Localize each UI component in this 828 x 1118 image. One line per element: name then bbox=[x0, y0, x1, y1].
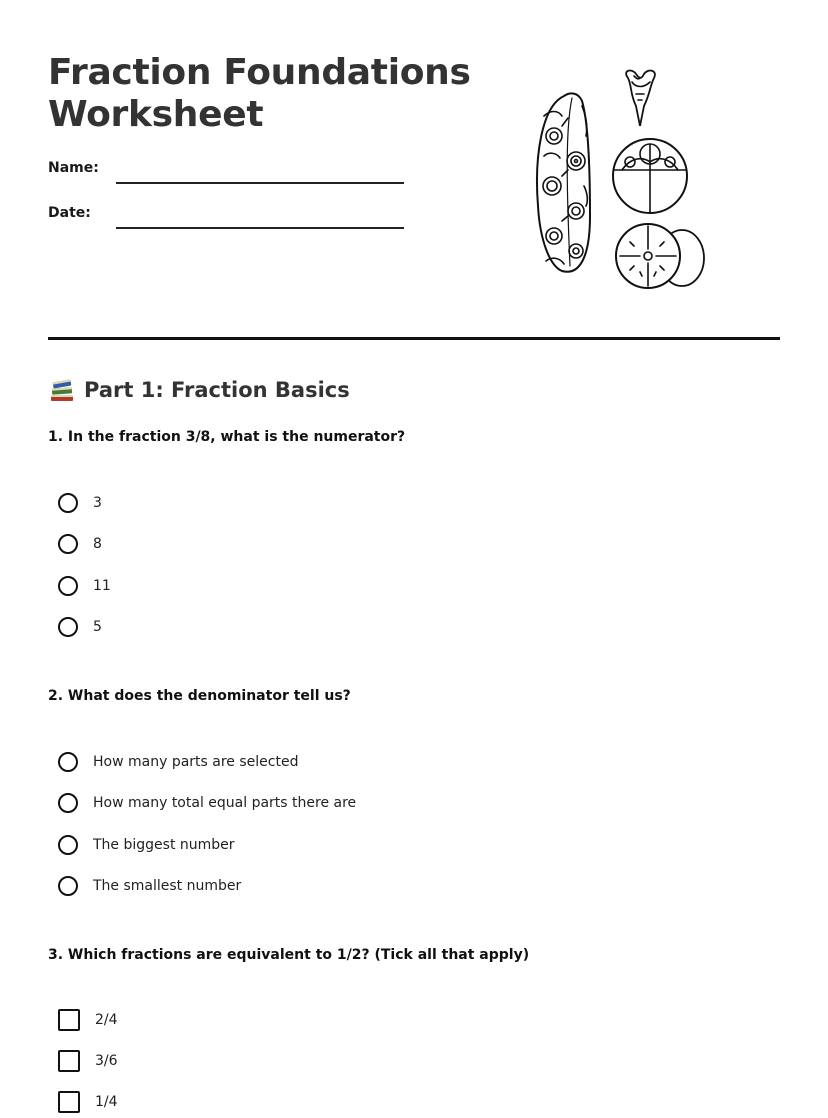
date-line[interactable] bbox=[116, 227, 404, 229]
option-label: The biggest number bbox=[93, 837, 235, 853]
title-line-1: Fraction Foundations bbox=[48, 52, 471, 93]
worksheet-page bbox=[48, 0, 780, 1118]
radio-button[interactable] bbox=[58, 493, 78, 513]
option-label: 8 bbox=[93, 536, 102, 552]
radio-button[interactable] bbox=[58, 617, 78, 637]
q1-option-4[interactable] bbox=[58, 615, 102, 639]
radio-button[interactable] bbox=[58, 835, 78, 855]
question-3: 3. Which fractions are equivalent to 1/2? (Tick all that apply) bbox=[48, 947, 530, 963]
maori-pattern-illustration bbox=[532, 66, 707, 291]
header-divider bbox=[48, 337, 780, 340]
option-label: 2/4 bbox=[95, 1012, 118, 1028]
q1-option-2[interactable] bbox=[58, 532, 102, 556]
option-label: 3/6 bbox=[95, 1053, 118, 1069]
q3-option-2[interactable] bbox=[58, 1049, 118, 1073]
part1-title: Part 1: Fraction Basics bbox=[84, 378, 350, 402]
option-label: 11 bbox=[93, 578, 111, 594]
date-field[interactable] bbox=[48, 205, 408, 235]
name-field[interactable] bbox=[48, 160, 408, 190]
option-label: How many total equal parts there are bbox=[93, 795, 357, 811]
q2-option-3[interactable] bbox=[58, 833, 235, 857]
radio-button[interactable] bbox=[58, 752, 78, 772]
checkbox[interactable] bbox=[58, 1050, 80, 1072]
question-2: 2. What does the denominator tell us? bbox=[48, 688, 351, 704]
part1-heading bbox=[48, 374, 350, 406]
option-label: How many parts are selected bbox=[93, 754, 299, 770]
name-line[interactable] bbox=[116, 182, 404, 184]
q2-option-4[interactable] bbox=[58, 874, 241, 898]
q2-option-1[interactable] bbox=[58, 750, 298, 774]
option-label: 1/4 bbox=[95, 1094, 118, 1110]
q3-option-1[interactable] bbox=[58, 1008, 118, 1032]
option-label: 5 bbox=[93, 619, 102, 635]
option-label: 3 bbox=[93, 495, 102, 511]
title-line-2: Worksheet bbox=[48, 94, 264, 135]
radio-button[interactable] bbox=[58, 793, 78, 813]
q1-option-3[interactable] bbox=[58, 574, 111, 598]
books-icon bbox=[48, 376, 76, 404]
q3-option-3[interactable] bbox=[58, 1090, 118, 1114]
radio-button[interactable] bbox=[58, 876, 78, 896]
question-1: 1. In the fraction 3/8, what is the numerator? bbox=[48, 429, 406, 445]
q1-option-1[interactable] bbox=[58, 491, 102, 515]
date-label: Date: bbox=[48, 205, 91, 221]
checkbox[interactable] bbox=[58, 1009, 80, 1031]
radio-button[interactable] bbox=[58, 576, 78, 596]
worksheet-title bbox=[48, 52, 471, 136]
option-label: The smallest number bbox=[93, 878, 242, 894]
checkbox[interactable] bbox=[58, 1091, 80, 1113]
q2-option-2[interactable] bbox=[58, 791, 356, 815]
name-label: Name: bbox=[48, 160, 99, 176]
radio-button[interactable] bbox=[58, 534, 78, 554]
